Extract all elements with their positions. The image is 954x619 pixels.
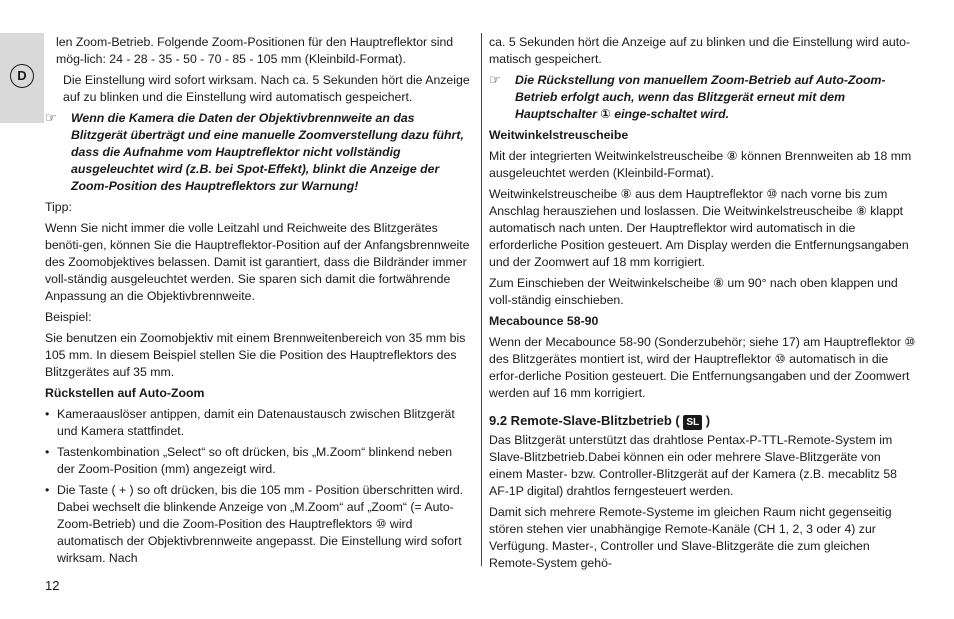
list-item: • Die Taste ( + ) so oft drücken, bis die 105 mm - Position überschritten wird. Dabei wechselt die blinkende Anzeige von „M.Zoom“ auf „Zoom“ (= Auto-Zoom-Betrieb) und die Zoom-Position des Hauptreflektors ⑩ wird automatisch der Objektivbrennweite angepasst. Die Einstellung wird sofort wirksam. Nach <box>45 482 470 567</box>
pointing-hand-icon: ☞ <box>45 110 57 125</box>
language-tab <box>0 33 44 123</box>
remote-paragraph-2: Damit sich mehrere Remote-Systeme im gleichen Raum nicht gegenseitig stören stehen vier unabhängige Remote-Kanäle (CH 1, 2, 3 oder 4) zur Verfügung. Master-, Controller und Slave-Blitzgeräte die zum gleichen Remote-System gehö- <box>489 505 892 570</box>
reset-heading: Rückstellen auf Auto-Zoom <box>45 386 205 400</box>
section-heading-prefix: 9.2 Remote-Slave-Blitzbetrieb ( <box>489 413 680 428</box>
tip-label: Tipp: <box>45 200 72 214</box>
reset-note <box>489 72 917 123</box>
page-number: 12 <box>45 578 60 593</box>
left-column <box>45 34 470 571</box>
continuation-paragraph: ca. 5 Sekunden hört die Anzeige auf zu blinken und die Einstellung wird auto-matisch gespeichert. <box>489 35 911 66</box>
zoom-positions-paragraph: len Zoom-Betrieb. Folgende Zoom-Positionen für den Hauptreflektor sind mög-lich: 24 - 28 - 35 - 50 - 70 - 85 - 105 mm (Kleinbild-Format). <box>56 35 454 66</box>
slave-badge-icon: SL <box>683 415 702 430</box>
section-heading-suffix: ) <box>705 413 711 428</box>
list-item: • Tastenkombination „Select“ so oft drücken, bis „M.Zoom“ blinkend neben der Zoom-Position (mm) angezeigt wird. <box>45 444 470 478</box>
mecabounce-paragraph: Wenn der Mecabounce 58-90 (Sonderzubehör; siehe 17) am Hauptreflektor ⑩ des Blitzgerätes montiert ist, wird der Hauptreflektor ⑩ automatisch in die erfor-derliche Position gesteuert. Die Entfernungsangaben und der Zoomwert werden auf 16 mm korrigiert. <box>489 335 916 400</box>
column-divider <box>481 33 482 566</box>
list-item: • Kameraauslöser antippen, damit ein Datenaustausch zwischen Blitzgerät und Kamera stattfindet. <box>45 406 470 440</box>
pointing-hand-icon: ☞ <box>489 72 501 87</box>
reset-steps-list <box>45 406 470 567</box>
right-column <box>489 34 917 576</box>
language-tab-letter: D <box>10 64 34 88</box>
mecabounce-heading: Mecabounce 58-90 <box>489 314 599 328</box>
reset-note-text: Die Rückstellung von manuellem Zoom-Betrieb auf Auto-Zoom-Betrieb erfolgt auch, wenn das Blitzgerät erneut mit dem Hauptschalter ① einge-schaltet wird. <box>515 73 886 121</box>
wide-angle-paragraph-2: Weitwinkelstreuscheibe ⑧ aus dem Hauptreflektor ⑩ nach vorne bis zum Anschlag herausziehen und loslassen. Die Weitwinkelstreuscheibe ⑧ klappt automatisch nach unten. Der Hauptreflektor wird automatisch in die erforderliche Position gesteuert. Am Display werden die Entfernungsangaben und der Zoomwert auf 18 mm korrigiert. <box>489 187 909 269</box>
camera-warning-text: Wenn die Kamera die Daten der Objektivbrennweite an das Blitzgerät überträgt und eine manuelle Zoomverstellung dazu führt, dass die Aufnahme vom Hauptreflektor nicht vollständig ausgeleuchtet wird (z.B. bei Spot-Effekt), blinkt die Anzeige der Zoom-Position des Hauptreflektors zur Warnung! <box>71 111 464 193</box>
remote-paragraph-1: Das Blitzgerät unterstützt das drahtlose Pentax-P-TTL-Remote-System im Slave-Blitzbetrieb.Dabei können ein oder mehrere Slave-Blitzgeräte von einem Master- bzw. Controller-Blitzgerät auf der Kamera (z.B. mecablitz 58 AF-1P digital) drahtlos ferngesteuert werden. <box>489 433 898 498</box>
wide-angle-heading: Weitwinkelstreuscheibe <box>489 128 629 142</box>
example-label: Beispiel: <box>45 310 92 324</box>
camera-warning-note <box>45 110 470 195</box>
example-text: Sie benutzen ein Zoomobjektiv mit einem Brennweitenbereich von 35 mm bis 105 mm. In diesem Beispiel stellen Sie die Position des Hauptreflektors des Blitzgerätes auf 35 mm. <box>45 331 466 379</box>
wide-angle-paragraph-1: Mit der integrierten Weitwinkelstreuscheibe ⑧ können Brennweiten ab 18 mm ausgeleuchtet werden (Kleinbild-Format). <box>489 149 912 180</box>
tip-text: Wenn Sie nicht immer die volle Leitzahl und Reichweite des Blitzgerätes benöti-gen, können Sie die Hauptreflektor-Position auf der Anfangsbrennweite des Zoomobjektives belassen. Damit ist garantiert, dass die Bildränder immer voll-ständig ausgeleuchtet werden. Sie sparen sich damit die fortwährende Anpassung an die Objektivbrennweite. <box>45 221 470 303</box>
section-heading <box>489 412 917 430</box>
setting-paragraph: Die Einstellung wird sofort wirksam. Nach ca. 5 Sekunden hört die Anzeige auf zu blinken und die Einstellung wird automatisch gespeichert. <box>63 73 470 104</box>
wide-angle-paragraph-3: Zum Einschieben der Weitwinkelscheibe ⑧ um 90° nach oben klappen und voll-ständig einschieben. <box>489 276 898 307</box>
